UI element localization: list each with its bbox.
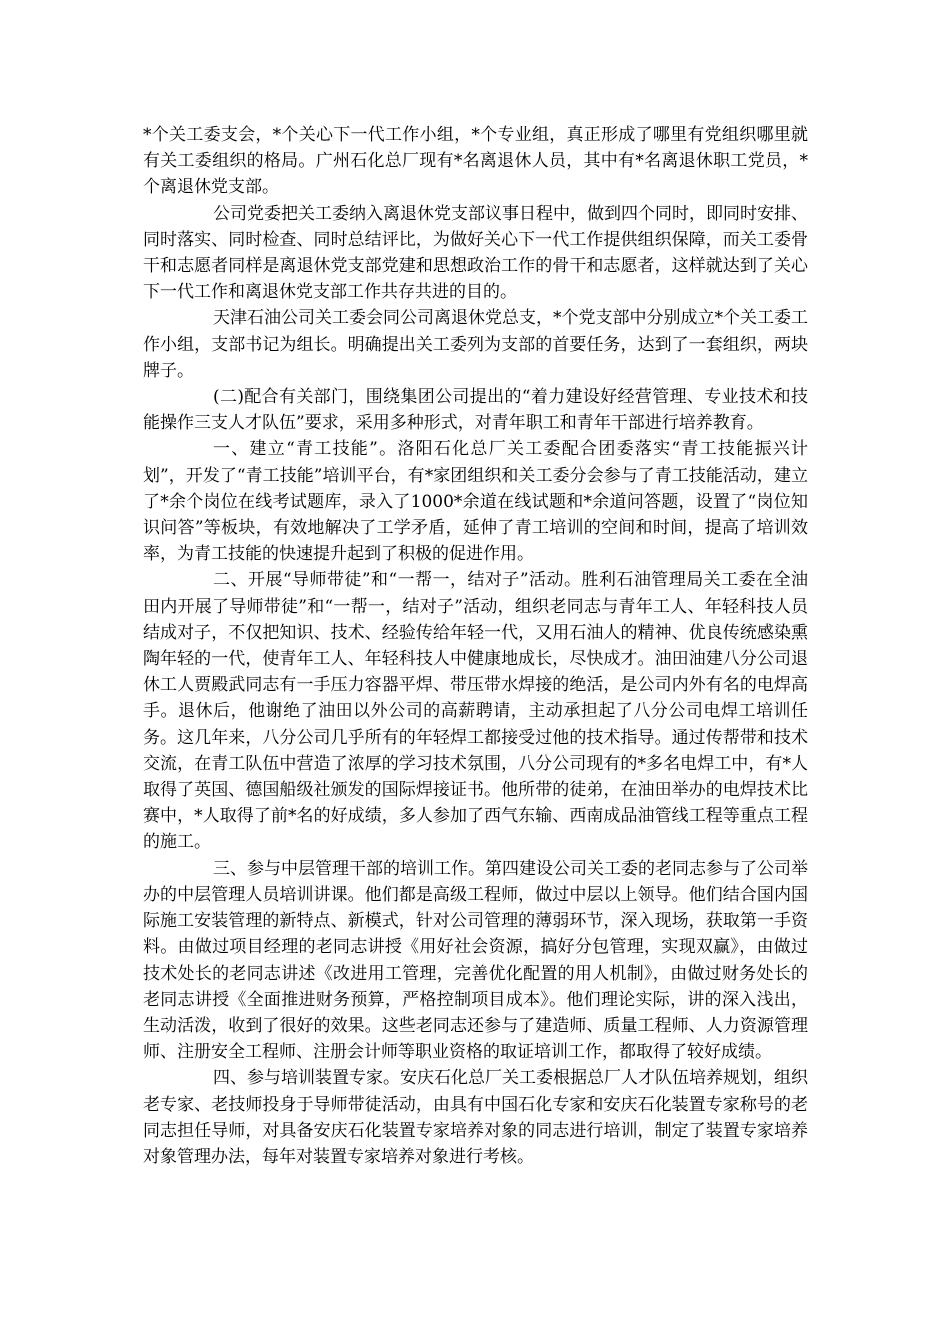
paragraph-8: 四、参与培训装置专家。安庆石化总厂关工委根据总厂人才队伍培养规划，组织老专家、老技师投身于导师带徒活动，由具有中国石化专家和安庆石化装置专家称号的老同志担任导师，对具备安庆石化装置专家培养对象的同志进行培训，制定了装置专家培养对象管理办法，每年对装置专家培养对象进行考核。	[143, 1068, 808, 1167]
paragraph-2: 公司党委把关工委纳入离退休党支部议事日程中，做到四个同时，即同时安排、同时落实、同时检查、同时总结评比，为做好关心下一代工作提供组织保障，而关工委骨干和志愿者同样是离退休党支部党建和思想政治工作的骨干和志愿者，这样就达到了关心下一代工作和离退休党支部工作共存共进的目的。	[143, 203, 808, 303]
paragraph-1: *个关工委支会，*个关心下一代工作小组，*个专业组，真正形成了哪里有党组织哪里就有关工委组织的格局。广州石化总厂现有*名离退休人员，其中有*名离退休职工党员，*个离退休党支部。	[143, 125, 808, 198]
paragraph-6: 二、开展“导师带徒”和“一帮一，结对子”活动。胜利石油管理局关工委在全油田内开展了导师带徒”和“一帮一，结对子”活动，组织老同志与青年工人、年轻科技人员结成对子，不仅把知识、技术、经验传给年轻一代，又用石油人的精神、优良传统感染熏陶年轻的一代，使青年工人、年轻科技人中健康地成长，尽快成才。油田油建八分公司退休工人贾殿武同志有一手压力容器平焊、带压带水焊接的绝活，是公司内外有名的电焊高手。退休后，他谢绝了油田以外公司的高薪聘请，主动承担起了八分公司电焊工培训任务。这几年来，八分公司几乎所有的年轻焊工都接受过他的技术指导。通过传帮带和技术交流，在青工队伍中营造了浓厚的学习技术氛围，八分公司现有的*多名电焊工中，有*人取得了英国、德国船级社颁发的国际焊接证书。他所带的徒弟，在油田举办的电焊技术比赛中，*人取得了前*名的好成绩，多人参加了西气东输、西南成品油管线工程等重点工程的施工。	[143, 570, 808, 853]
paragraph-4: (二)配合有关部门，围绕集团公司提出的“着力建设好经营管理、专业技术和技能操作三支人才队伍”要求，采用多种形式，对青年职工和青年干部进行培养教育。	[143, 387, 808, 434]
paragraph-7: 三、参与中层管理干部的培训工作。第四建设公司关工委的老同志参与了公司举办的中层管理人员培训讲课。他们都是高级工程师，做过中层以上领导。他们结合国内国际施工安装管理的新特点、新模式，针对公司管理的薄弱环节，深入现场，获取第一手资料。由做过项目经理的老同志讲授《用好社会资源，搞好分包管理，实现双赢》，由做过技术处长的老同志讲述《改进用工管理，完善优化配置的用人机制》，由做过财务处长的老同志讲授《全面推进财务预算，严格控制项目成本》。他们理论实际，讲的深入浅出，生动活泼，收到了很好的效果。这些老同志还参与了建造师、质量工程师、人力资源管理师、注册安全工程师、注册会计师等职业资格的取证培训工作，都取得了较好成绩。	[143, 858, 808, 1063]
paragraph-5: 一、建立“青工技能”。洛阳石化总厂关工委配合团委落实“青工技能振兴计划”，开发了“青工技能”培训平台，有*家团组织和关工委分会参与了青工技能活动，建立了*余个岗位在线考试题库，录入了1000*余道在线试题和*余道问答题，设置了“岗位知识问答”等板块，有效地解决了工学矛盾，延伸了青工培训的空间和时间，提高了培训效率，为青工技能的快速提升起到了积极的促进作用。	[143, 439, 808, 565]
paragraph-3: 天津石油公司关工委会同公司离退休党总支，*个党支部中分别成立*个关工委工作小组，支部书记为组长。明确提出关工委列为支部的首要任务，达到了一套组织，两块牌子。	[143, 308, 808, 381]
document-body	[143, 122, 808, 1170]
